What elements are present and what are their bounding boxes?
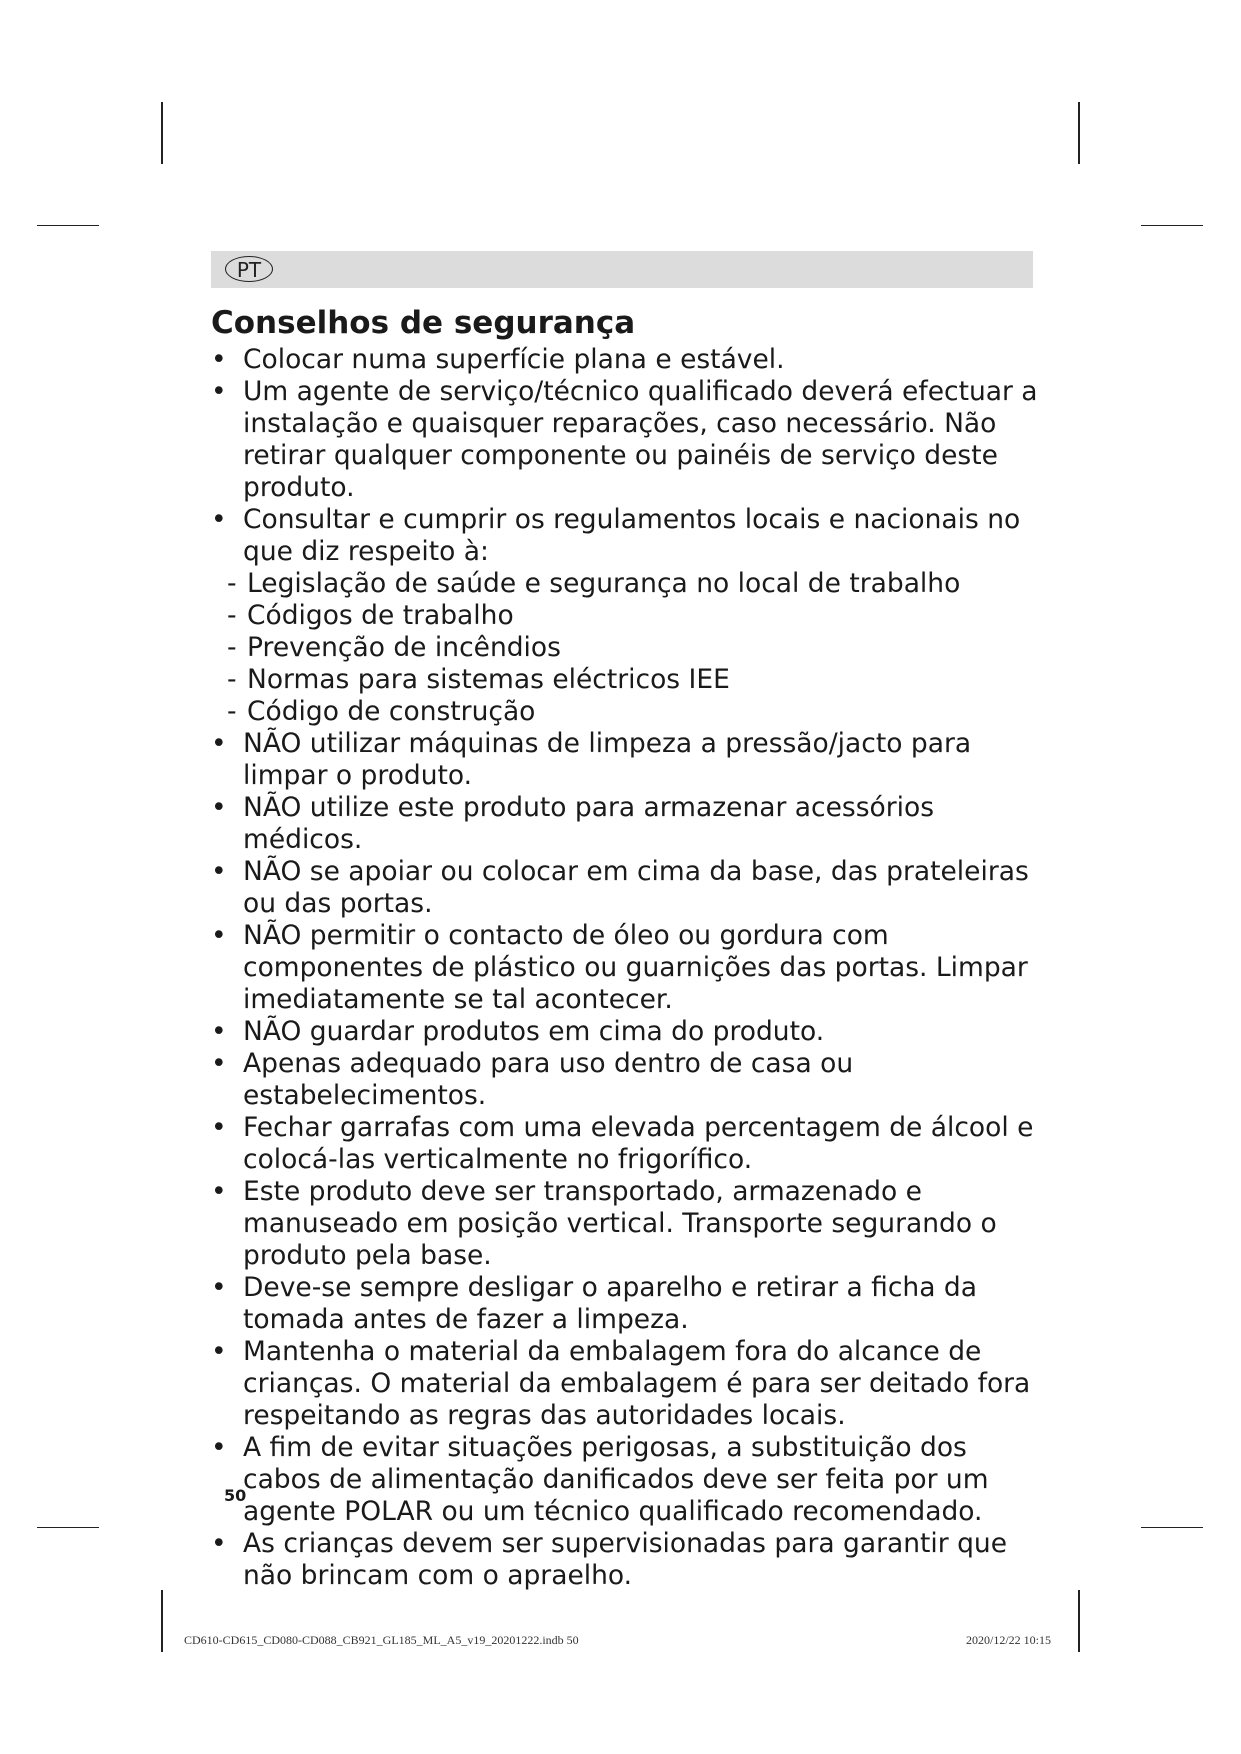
list-item-text: Mantenha o material da embalagem fora do alcance de crianças. O material da embalagem é para ser deitado fora respeitando as regras das autoridades locais. — [243, 1336, 1031, 1431]
safety-advice-list — [211, 344, 1051, 1592]
list-item-text: NÃO se apoiar ou colocar em cima da base, das prateleiras ou das portas. — [243, 856, 1029, 919]
crop-mark-left-lower — [37, 1527, 99, 1528]
crop-mark-bottom-right — [1078, 1590, 1080, 1652]
list-item — [211, 920, 1051, 1016]
bullet-icon: • — [211, 1336, 227, 1367]
language-tag: PT — [225, 256, 273, 282]
bullet-icon: • — [211, 1016, 227, 1047]
sub-list-item — [211, 696, 1051, 728]
dash-icon: - — [227, 600, 237, 631]
list-item-text: NÃO permitir o contacto de óleo ou gordura com componentes de plástico ou guarnições das portas. Limpar imediatamente se tal acontecer. — [243, 920, 1028, 1015]
list-item — [211, 344, 1051, 376]
bullet-icon: • — [211, 792, 227, 823]
crop-mark-right-lower — [1141, 1527, 1203, 1528]
sub-list-item-text: Códigos de trabalho — [247, 600, 514, 631]
bullet-icon: • — [211, 344, 227, 375]
list-item-text: NÃO guardar produtos em cima do produto. — [243, 1016, 825, 1047]
list-item-text: Apenas adequado para uso dentro de casa ou estabelecimentos. — [243, 1048, 854, 1111]
dash-icon: - — [227, 696, 237, 727]
list-item-text: As crianças devem ser supervisionadas para garantir que não brincam com o apraelho. — [243, 1528, 1008, 1591]
list-item — [211, 856, 1051, 920]
bullet-icon: • — [211, 1048, 227, 1079]
list-item — [211, 1112, 1051, 1176]
list-item — [211, 1336, 1051, 1432]
list-item — [211, 728, 1051, 792]
crop-mark-left-upper — [37, 225, 99, 226]
list-item — [211, 1176, 1051, 1272]
footer-timestamp: 2020/12/22 10:15 — [966, 1633, 1052, 1647]
bullet-icon: • — [211, 1528, 227, 1559]
list-item-text: Um agente de serviço/técnico qualificado deverá efectuar a instalação e quaisquer reparações, caso necessário. Não retirar qualquer componente ou painéis de serviço deste produto. — [243, 376, 1038, 503]
sub-list-item-text: Legislação de saúde e segurança no local de trabalho — [247, 568, 961, 599]
dash-icon: - — [227, 664, 237, 695]
language-header-bar — [211, 251, 1033, 288]
list-item — [211, 1528, 1051, 1592]
page-title: Conselhos de segurança — [211, 305, 636, 341]
bullet-icon: • — [211, 1112, 227, 1143]
bullet-icon: • — [211, 1272, 227, 1303]
list-item-text: A fim de evitar situações perigosas, a substituição dos cabos de alimentação danificados deve ser feita por um agente POLAR ou um técnico qualificado recomendado. — [243, 1432, 989, 1527]
list-item-text: Fechar garrafas com uma elevada percentagem de álcool e colocá-las verticalmente no frigorífico. — [243, 1112, 1034, 1175]
list-item-text: Deve-se sempre desligar o aparelho e retirar a ficha da tomada antes de fazer a limpeza. — [243, 1272, 977, 1335]
bullet-icon: • — [211, 856, 227, 887]
crop-mark-top-left — [161, 102, 163, 164]
sub-list-item — [211, 664, 1051, 696]
bullet-icon: • — [211, 1176, 227, 1207]
sub-list-item-text: Prevenção de incêndios — [247, 632, 561, 663]
sub-list-item — [211, 600, 1051, 632]
list-item-text: Consultar e cumprir os regulamentos locais e nacionais no que diz respeito à: — [243, 504, 1021, 567]
list-item-text: NÃO utilize este produto para armazenar acessórios médicos. — [243, 792, 935, 855]
dash-icon: - — [227, 568, 237, 599]
list-item — [211, 1048, 1051, 1112]
crop-mark-top-right — [1078, 102, 1080, 164]
bullet-icon: • — [211, 920, 227, 951]
list-item-text: Este produto deve ser transportado, armazenado e manuseado em posição vertical. Transporte segurando o produto pela base. — [243, 1176, 997, 1271]
sub-list-item — [211, 568, 1051, 600]
list-item-text: NÃO utilizar máquinas de limpeza a pressão/jacto para limpar o produto. — [243, 728, 972, 791]
bullet-icon: • — [211, 1432, 227, 1463]
dash-icon: - — [227, 632, 237, 663]
bullet-icon: • — [211, 504, 227, 535]
list-item — [211, 376, 1051, 504]
crop-mark-bottom-left — [161, 1590, 163, 1652]
list-item — [211, 1272, 1051, 1336]
page-number: 50 — [224, 1486, 247, 1505]
crop-mark-right-upper — [1141, 225, 1203, 226]
sub-list-item-text: Normas para sistemas eléctricos IEE — [247, 664, 730, 695]
list-item-text: Colocar numa superfície plana e estável. — [243, 344, 785, 375]
list-item — [211, 504, 1051, 568]
sub-list-item-text: Código de construção — [247, 696, 536, 727]
list-item — [211, 792, 1051, 856]
list-item — [211, 1016, 1051, 1048]
sub-list-item — [211, 632, 1051, 664]
list-item — [211, 1432, 1051, 1528]
footer-file-info: CD610-CD615_CD080-CD088_CB921_GL185_ML_A5_v19_20201222.indb 50 — [184, 1633, 579, 1647]
bullet-icon: • — [211, 728, 227, 759]
bullet-icon: • — [211, 376, 227, 407]
